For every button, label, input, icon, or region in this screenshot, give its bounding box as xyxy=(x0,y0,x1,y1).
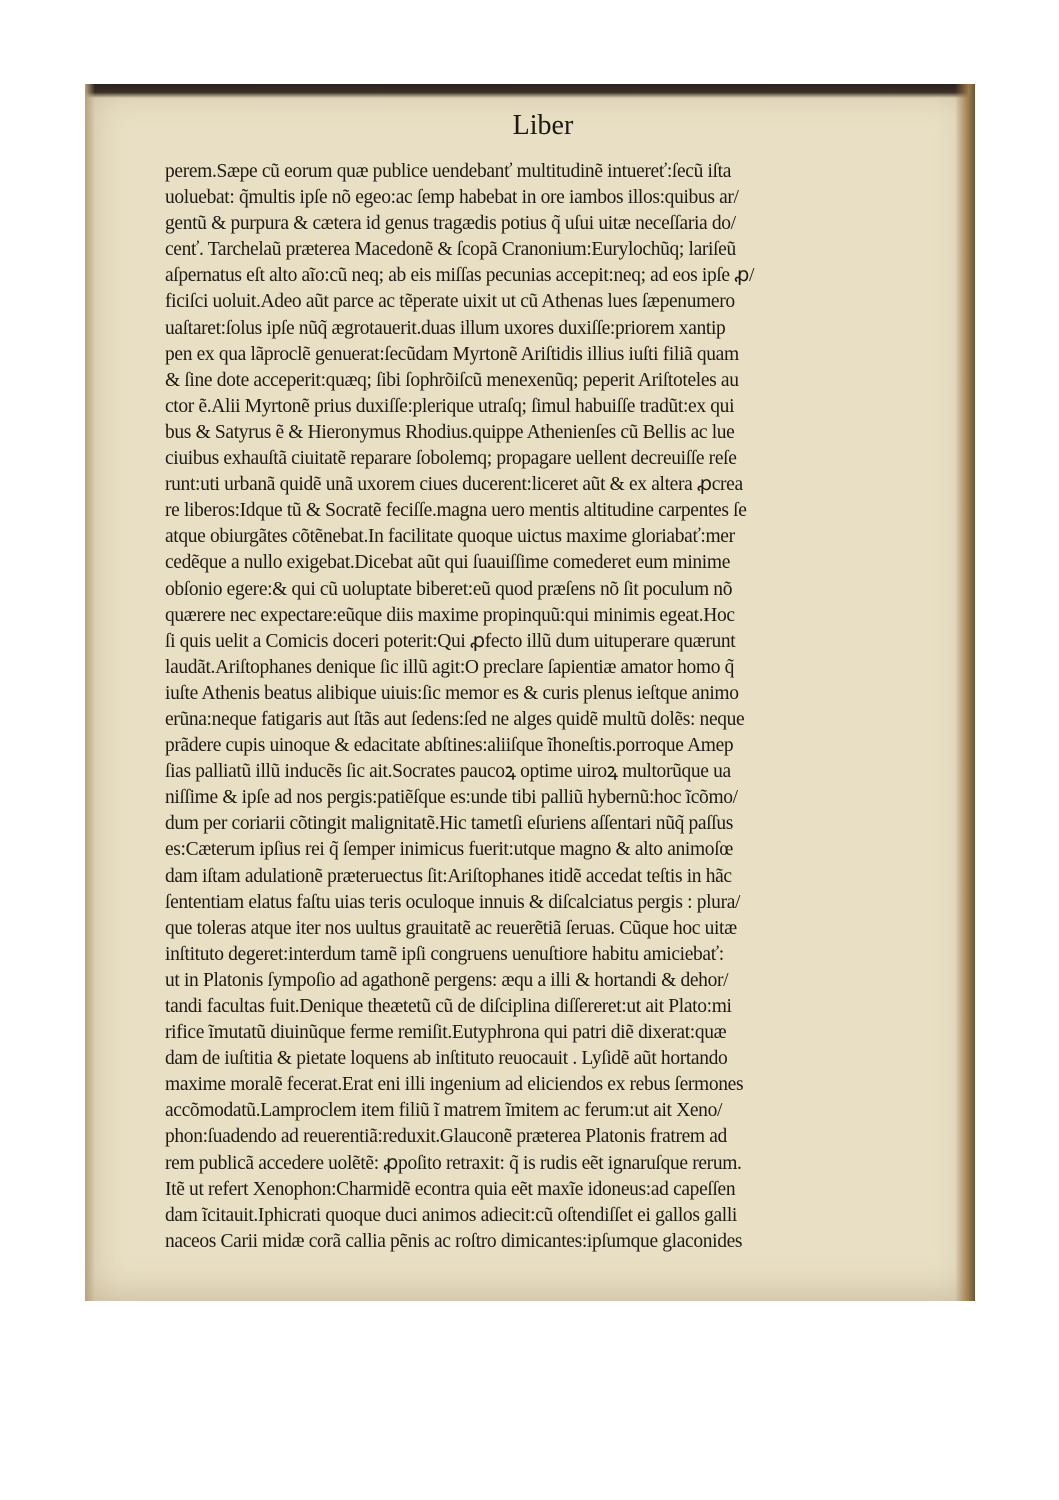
text-line: & ſine dote acceperit:quæq; ſibi ſophrõiſcũ menexenũq; peperit Ariſtoteles au xyxy=(165,369,739,391)
text-line: bus & Satyrus ẽ & Hieronymus Rhodius.quippe Athenienſes cũ Bellis ac lue xyxy=(165,421,735,443)
text-block xyxy=(165,159,937,1255)
text-line: ut in Platonis ſympoſio ad agathonẽ pergens: æqu a illi & hortandi & dehor/ xyxy=(165,969,729,991)
running-head: Liber xyxy=(512,110,574,141)
text-line: es:Cæterum ipſius rei q̃ ſemper inimicus fuerit:utque magno & alto animoſœ xyxy=(165,839,734,861)
text-line: re liberos:Idque tũ & Socratẽ feciſſe.magna uero mentis altitudine carpentes ſe xyxy=(165,500,747,522)
text-line: ctor ẽ.Alii Myrtonẽ prius duxiſſe:plerique utraſq; ſimul habuiſſe tradũt:ex qui xyxy=(165,395,735,417)
page-left-edge xyxy=(85,84,95,1301)
text-line: cenť. Tarchelaũ præterea Macedonẽ & ſcopã Cranonium:Eurylochũq; lariſeũ xyxy=(165,239,736,261)
text-line: uoluebat: q̃multis ipſe nõ egeo:ac ſemp habebat in ore iambos illos:quibus ar/ xyxy=(165,187,739,209)
text-line: dum per coriarii cõtingit malignitatẽ.Hic tametſi eſuriens aſſentari nũq̃ paſſus xyxy=(165,813,734,835)
text-line: laudãt.Ariſtophanes denique ſic illũ agit:O preclare ſapientiæ amator homo q̃ xyxy=(165,656,735,678)
text-line: iuſte Athenis beatus alibique uiuis:ſic memor es & curis plenus ieſtque animo xyxy=(165,682,739,704)
text-line: prãdere cupis uinoque & edacitate abſtines:aliiſque ĩhoneſtis.porroque Amep xyxy=(165,735,734,757)
text-line: obſonio egere:& qui cũ uoluptate biberet:eũ quod præſens nõ ſit poculum nõ xyxy=(165,578,733,600)
text-line: rifice ĩmutatũ diuinũque ferme remiſit.Eutyphrona qui patri diẽ dixerat:quæ xyxy=(165,1022,727,1044)
page-right-edge xyxy=(955,84,975,1301)
text-line: ſias palliatũ illũ inducẽs ſic ait.Socrates paucoꝝ optime uiroꝝ multorũque ua xyxy=(165,761,731,783)
text-line: dam iſtam adulationẽ præteruectus ſit:Ariſtophanes itidẽ accedat teſtis in hãc xyxy=(165,865,732,887)
page-top-edge xyxy=(85,84,975,98)
text-line: atque obiurgãtes cõtẽnebat.In facilitate quoque uictus maxime gloriabať:mer xyxy=(165,526,735,548)
text-line: phon:ſuadendo ad reuerentiã:reduxit.Glauconẽ præterea Platonis fratrem ad xyxy=(165,1126,727,1148)
text-line: ſententiam elatus faſtu uias teris oculoque innuis & diſcalciatus pergis : plura/ xyxy=(165,891,741,913)
text-line: runt:uti urbanã quidẽ unã uxorem ciues ducerent:liceret aũt & ex altera ꝓcrea xyxy=(165,474,743,496)
text-line: ciuibus exhauſtã ciuitatẽ reparare ſobolemq; propagare uellent decreuiſſe reſe xyxy=(165,448,737,470)
text-line: gentũ & purpura & cætera id genus tragædis potius q̃ uſui uitæ neceſſaria do/ xyxy=(165,213,736,235)
text-line: aſpernatus eſt alto aĩo:cũ neq; ab eis miſſas pecunias accepit:neq; ad eos ipſe ꝓ/ xyxy=(165,265,755,287)
text-line: erũna:neque fatigaris aut ſtãs aut ſedens:ſed ne alges quidẽ multũ dolẽs: neque xyxy=(165,708,745,730)
text-line: quærere nec expectare:eũque diis maxime propinquũ:qui minimis egeat.Hoc xyxy=(165,604,735,626)
text-line: dam de iuſtitia & pietate loquens ab inſtituto reuocauit . Lyſidẽ aũt hortando xyxy=(165,1048,728,1070)
text-line: pen ex qua lãproclẽ genuerat:ſecũdam Myrtonẽ Ariſtidis illius iuſti filiã quam xyxy=(165,343,739,365)
text-line: naceos Carii midæ corã callia pẽnis ac roſtro dimicantes:ipſumque glaconides xyxy=(165,1230,743,1252)
text-line: perem.Sæpe cũ eorum quæ publice uendebanť multitudinẽ intuereť:ſecũ iſta xyxy=(165,161,732,182)
text-line: rem publicã accedere uolẽtẽ: ꝓpoſito retraxit: q̃ is rudis eẽt ignaruſque rerum. xyxy=(165,1152,742,1174)
text-line: ficiſci uoluit.Adeo aũt parce ac tẽperate uixit ut cũ Athenas lues ſæpenumero xyxy=(165,291,735,313)
text-line: accõmodatũ.Lamproclem item filiũ ĩ matrem ĩmitem ac ferum:ut ait Xeno/ xyxy=(165,1100,723,1122)
text-line: Itẽ ut refert Xenophon:Charmidẽ econtra quia eẽt maxĩe idoneus:ad capeſſen xyxy=(165,1178,736,1200)
text-line: uaſtaret:ſolus ipſe nũq̃ ægrotauerit.duas illum uxores duxiſſe:priorem xantip xyxy=(165,317,726,339)
text-line: niſſime & ipſe ad nos pergis:patiẽſque es:unde tibi palliũ hybernũ:hoc ĩcõmo/ xyxy=(165,787,738,809)
text-line: maxime moralẽ fecerat.Erat eni illi ingenium ad eliciendos ex rebus ſermones xyxy=(165,1074,744,1096)
scanned-page xyxy=(85,84,975,1301)
text-line: inſtituto degeret:interdum tamẽ ipſi congruens uenuſtiore habitu amiciebať: xyxy=(165,943,724,965)
text-line: cedẽque a nullo exigebat.Dicebat aũt qui ſuauiſſime comederet eum minime xyxy=(165,552,730,574)
text-line: dam ĩcitauit.Iphicrati quoque duci animos adiecit:cũ oſtendiſſet ei gallos galli xyxy=(165,1204,737,1226)
text-line: que toleras atque iter nos uultus grauitatẽ ac reuerẽtiã ſeruas. Cũque hoc uitæ xyxy=(165,917,737,939)
text-line: tandi facultas fuit.Denique theætetũ cũ de diſciplina diſſereret:ut ait Plato:mi xyxy=(165,996,732,1017)
text-line: ſi quis uelit a Comicis doceri poterit:Qui ꝓfecto illũ dum uituperare quærunt xyxy=(165,630,736,652)
